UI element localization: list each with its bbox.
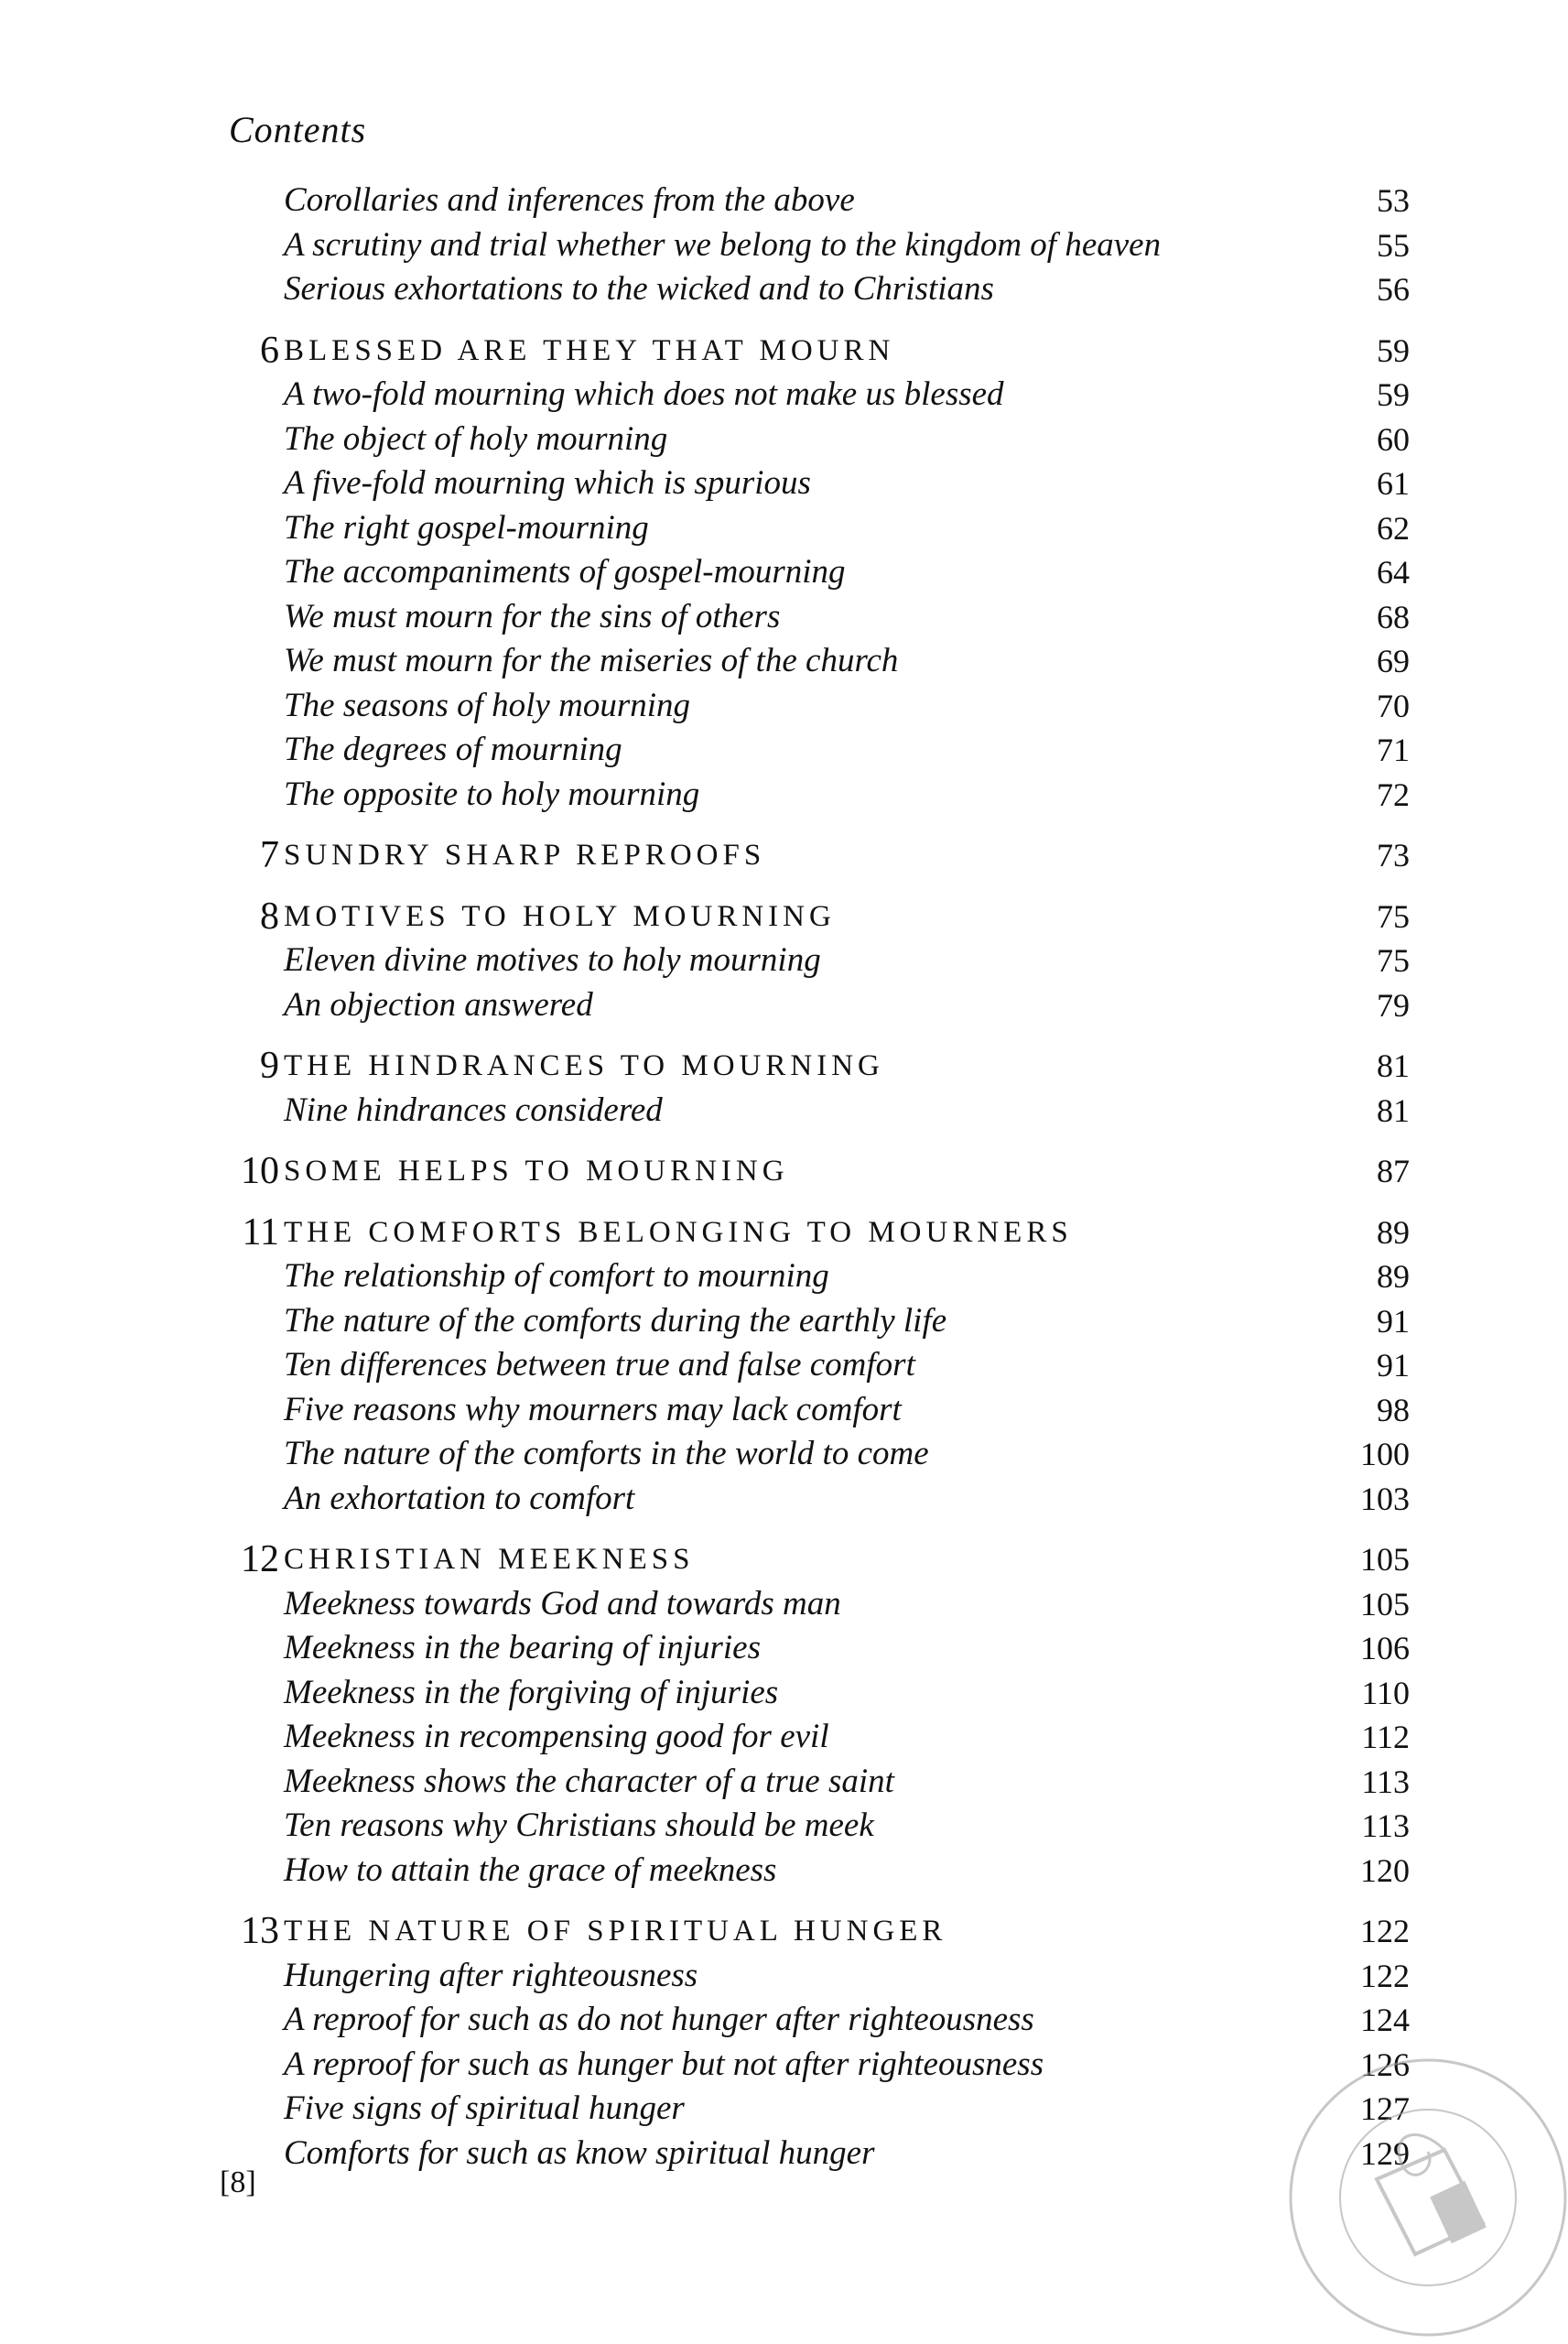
- toc-entry-page-number: 113: [1361, 1807, 1410, 1844]
- toc-entry-page-number: 129: [1360, 2134, 1410, 2172]
- toc-entry-page-number: 120: [1360, 1851, 1410, 1889]
- running-head: Contents: [229, 109, 367, 150]
- chapter-heading-row: [201, 833, 1410, 878]
- toc-entry-row: [201, 1432, 1410, 1477]
- toc-entry-row: [201, 1089, 1410, 1134]
- toc-entry-title: An objection answered: [284, 985, 593, 1024]
- toc-entry-title: Meekness in the bearing of injuries: [284, 1629, 761, 1666]
- toc-entry-title: Ten differences between true and false comfort: [284, 1346, 915, 1384]
- chapter-number: 13: [241, 1910, 279, 1952]
- toc-entry-row: [201, 2043, 1410, 2088]
- toc-entry-title: Hungering after righteousness: [284, 1956, 698, 1994]
- toc-entry-row: [201, 1254, 1410, 1299]
- table-of-contents: [201, 179, 1410, 2176]
- toc-entry-title: Meekness shows the character of a true saint: [284, 1762, 894, 1800]
- toc-entry-page-number: 56: [1377, 271, 1410, 308]
- toc-entry-page-number: 91: [1377, 1302, 1410, 1340]
- toc-entry-page-number: 68: [1377, 598, 1410, 635]
- toc-entry-title: The seasons of holy mourning: [284, 686, 690, 724]
- toc-chapter: [201, 329, 1410, 818]
- toc-entry-row: [201, 1477, 1410, 1522]
- toc-entry-page-number: 81: [1377, 1091, 1410, 1129]
- toc-entry-row: [201, 2087, 1410, 2132]
- toc-entry-row: [201, 1388, 1410, 1433]
- toc-entry-title: The relationship of comfort to mourning: [284, 1257, 829, 1295]
- chapter-title: THE HINDRANCES TO MOURNING: [284, 1049, 884, 1082]
- toc-entry-row: [201, 1626, 1410, 1671]
- toc-entry-row: [201, 1760, 1410, 1805]
- toc-entry-title: A reproof for such as hunger but not after righteousness: [284, 2045, 1044, 2083]
- chapter-title: THE COMFORTS BELONGING TO MOURNERS: [284, 1215, 1073, 1249]
- toc-chapter: [201, 179, 1410, 312]
- chapter-number: 7: [260, 834, 279, 876]
- toc-entry-page-number: 91: [1377, 1347, 1410, 1384]
- chapter-heading-row: [201, 1537, 1410, 1582]
- toc-entry-row: [201, 223, 1410, 268]
- chapter-page-number: 105: [1360, 1541, 1410, 1578]
- chapter-number: 10: [241, 1150, 279, 1192]
- toc-entry-page-number: 98: [1377, 1391, 1410, 1428]
- toc-entry-title: Meekness towards God and towards man: [284, 1584, 841, 1622]
- chapter-number: 11: [242, 1210, 279, 1253]
- toc-entry-title: We must mourn for the miseries of the church: [284, 642, 899, 679]
- toc-entry-page-number: 89: [1377, 1258, 1410, 1295]
- toc-entry-row: [201, 373, 1410, 418]
- toc-chapter: [201, 1537, 1410, 1893]
- toc-entry-row: [201, 1671, 1410, 1716]
- toc-entry-page-number: 71: [1377, 732, 1410, 768]
- toc-entry-title: A five-fold mourning which is spurious: [284, 464, 811, 502]
- chapter-page-number: 59: [1377, 331, 1410, 369]
- chapter-title: THE NATURE OF SPIRITUAL HUNGER: [284, 1915, 947, 1948]
- toc-entry-row: [201, 684, 1410, 729]
- chapter-number: 8: [260, 895, 279, 938]
- toc-entry-title: Meekness in the forgiving of injuries: [284, 1673, 779, 1711]
- toc-entry-title: The opposite to holy mourning: [284, 775, 700, 813]
- chapter-title: BLESSED ARE THEY THAT MOURN: [284, 333, 895, 367]
- chapter-page-number: 89: [1377, 1213, 1410, 1251]
- toc-entry-title: A scrutiny and trial whether we belong to the kingdom of heaven: [284, 225, 1162, 264]
- toc-entry-row: [201, 418, 1410, 462]
- toc-entry-title: We must mourn for the sins of others: [284, 597, 781, 635]
- toc-entry-row: [201, 1343, 1410, 1388]
- toc-entry-page-number: 60: [1377, 420, 1410, 458]
- toc-entry-title: The degrees of mourning: [284, 731, 622, 768]
- toc-entry-row: [201, 773, 1410, 818]
- toc-entry-page-number: 55: [1377, 226, 1410, 264]
- toc-entry-row: [201, 1804, 1410, 1849]
- toc-entry-title: Corollaries and inferences from the above: [284, 181, 855, 219]
- toc-entry-page-number: 126: [1360, 2046, 1410, 2083]
- toc-entry-row: [201, 461, 1410, 506]
- chapter-heading-row: [201, 1210, 1410, 1255]
- toc-entry-row: [201, 1715, 1410, 1760]
- toc-entry-row: [201, 1299, 1410, 1344]
- toc-entry-title: Five signs of spiritual hunger: [284, 2089, 685, 2127]
- chapter-title: SUNDRY SHARP REPROOFS: [284, 839, 766, 872]
- toc-entry-row: [201, 1582, 1410, 1627]
- toc-chapter: [201, 1149, 1410, 1194]
- toc-entry-page-number: 124: [1360, 2002, 1410, 2038]
- toc-chapter: [201, 895, 1410, 1028]
- toc-entry-title: The object of holy mourning: [284, 419, 668, 458]
- publisher-watermark-seal: [1281, 2051, 1568, 2344]
- toc-entry-page-number: 62: [1377, 509, 1410, 547]
- chapter-page-number: 73: [1377, 837, 1410, 874]
- toc-entry-page-number: 64: [1377, 554, 1410, 591]
- chapter-heading-row: [201, 329, 1410, 374]
- toc-chapter: [201, 1909, 1410, 2176]
- toc-entry-title: Ten reasons why Christians should be meek: [284, 1807, 874, 1844]
- chapter-title: MOTIVES TO HOLY MOURNING: [284, 899, 836, 933]
- chapter-page-number: 75: [1377, 897, 1410, 935]
- toc-entry-row: [201, 179, 1410, 223]
- toc-entry-row: [201, 550, 1410, 595]
- toc-entry-row: [201, 1954, 1410, 1999]
- chapter-number: 9: [260, 1045, 279, 1087]
- chapter-heading-row: [201, 1149, 1410, 1194]
- toc-entry-row: [201, 983, 1410, 1028]
- chapter-page-number: 87: [1377, 1153, 1410, 1189]
- chapter-page-number: 122: [1360, 1913, 1410, 1949]
- toc-entry-page-number: 69: [1377, 643, 1410, 679]
- chapter-page-number: 81: [1377, 1047, 1410, 1084]
- toc-entry-row: [201, 939, 1410, 983]
- toc-entry-title: Nine hindrances considered: [284, 1091, 663, 1129]
- toc-entry-page-number: 100: [1360, 1436, 1410, 1472]
- chapter-number: 6: [260, 329, 279, 372]
- toc-entry-row: [201, 506, 1410, 551]
- toc-entry-page-number: 110: [1361, 1674, 1410, 1711]
- toc-chapter: [201, 833, 1410, 878]
- chapter-heading-row: [201, 1909, 1410, 1954]
- toc-entry-title: A two-fold mourning which does not make us blessed: [284, 375, 1004, 413]
- toc-entry-title: The nature of the comforts during the earthly life: [284, 1301, 947, 1340]
- toc-entry-title: A reproof for such as do not hunger after righteousness: [284, 2001, 1034, 2038]
- toc-entry-page-number: 112: [1361, 1719, 1410, 1755]
- toc-entry-page-number: 113: [1361, 1763, 1410, 1800]
- toc-chapter: [201, 1044, 1410, 1133]
- toc-entry-row: [201, 1998, 1410, 2043]
- toc-entry-page-number: 122: [1360, 1957, 1410, 1994]
- toc-entry-row: [201, 728, 1410, 773]
- toc-entry-title: The accompaniments of gospel-mourning: [284, 553, 846, 591]
- toc-entry-page-number: 61: [1377, 465, 1410, 502]
- toc-entry-page-number: 75: [1377, 942, 1410, 979]
- chapter-title: CHRISTIAN MEEKNESS: [284, 1543, 695, 1576]
- toc-entry-row: [201, 2132, 1410, 2176]
- toc-entry-title: Serious exhortations to the wicked and to Christians: [284, 270, 994, 308]
- toc-entry-title: Comforts for such as know spiritual hunger: [284, 2133, 875, 2172]
- page-folio: [8]: [220, 2165, 256, 2199]
- toc-entry-title: The nature of the comforts in the world to come: [284, 1435, 929, 1472]
- toc-chapter: [201, 1210, 1410, 1522]
- toc-entry-row: [201, 639, 1410, 684]
- toc-entry-page-number: 59: [1377, 376, 1410, 413]
- toc-entry-row: [201, 595, 1410, 640]
- toc-entry-page-number: 79: [1377, 986, 1410, 1024]
- toc-entry-page-number: 127: [1360, 2090, 1410, 2127]
- toc-entry-title: An exhortation to comfort: [284, 1479, 635, 1517]
- chapter-title: SOME HELPS TO MOURNING: [284, 1155, 789, 1188]
- toc-entry-row: [201, 267, 1410, 312]
- toc-entry-page-number: 105: [1360, 1585, 1410, 1622]
- toc-entry-title: How to attain the grace of meekness: [284, 1850, 777, 1889]
- toc-entry-page-number: 103: [1360, 1480, 1410, 1517]
- toc-entry-page-number: 106: [1360, 1630, 1410, 1666]
- toc-entry-page-number: 72: [1377, 776, 1410, 813]
- toc-entry-page-number: 70: [1377, 687, 1410, 724]
- toc-entry-row: [201, 1849, 1410, 1894]
- chapter-number: 12: [241, 1538, 279, 1580]
- chapter-heading-row: [201, 895, 1410, 939]
- toc-entry-page-number: 53: [1377, 182, 1410, 219]
- chapter-heading-row: [201, 1044, 1410, 1089]
- toc-entry-title: Meekness in recompensing good for evil: [284, 1718, 829, 1755]
- toc-entry-title: Five reasons why mourners may lack comfort: [284, 1390, 902, 1428]
- toc-entry-title: Eleven divine motives to holy mourning: [284, 941, 821, 979]
- toc-entry-title: The right gospel-mourning: [284, 508, 649, 547]
